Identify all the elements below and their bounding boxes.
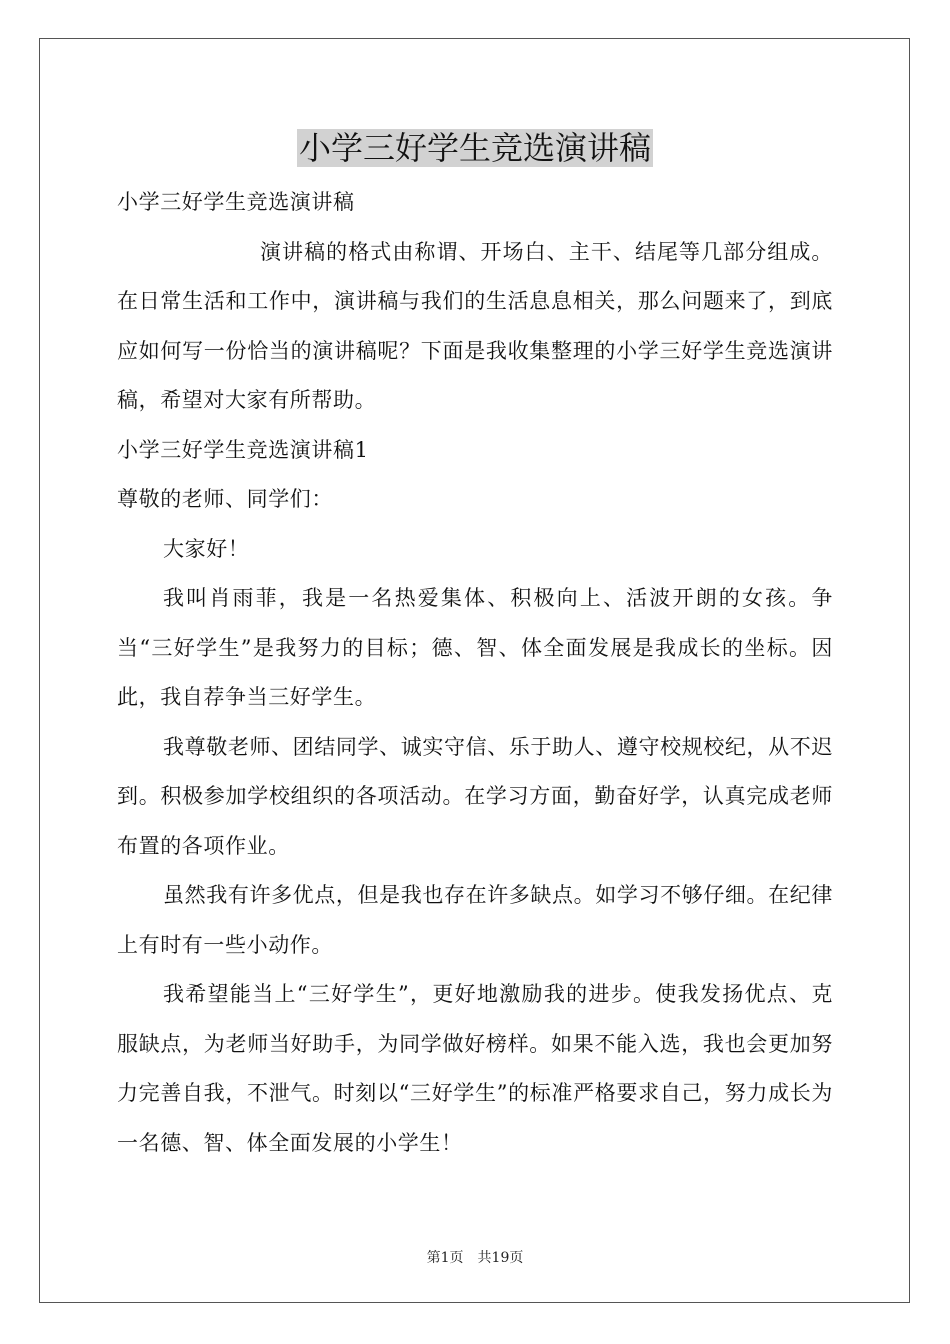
- body-paragraph: 我叫肖雨菲，我是一名热爱集体、积极向上、活波开朗的女孩。争当“三好学生”是我努力的目标；德、智、体全面发展是我成长的坐标。因此，我自荐争当三好学生。: [117, 586, 833, 709]
- body-paragraph: 我希望能当上“三好学生”，更好地激励我的进步。使我发扬优点、克服缺点，为老师当好助手，为同学做好榜样。如果不能入选，我也会更加努力完善自我，不泄气。时刻以“三好学生”的标准严格要求自己，努力成长为一名德、智、体全面发展的小学生！: [117, 982, 833, 1155]
- intro-paragraph: 演讲稿的格式由称谓、开场白、主干、结尾等几部分组成。在日常生活和工作中，演讲稿与我们的生活息息相关，那么问题来了，到底应如何写一份恰当的演讲稿呢？下面是我收集整理的小学三好学生竞选演讲稿，希望对大家有所帮助。: [117, 239, 833, 412]
- greeting-paragraph: 大家好！: [163, 536, 250, 561]
- document-body: [117, 178, 833, 1168]
- body-paragraph: 虽然我有许多优点，但是我也存在许多缺点。如学习不够仔细。在纪律上有时有一些小动作。: [117, 883, 833, 957]
- document-title: [0, 126, 950, 170]
- subtitle-paragraph: 小学三好学生竞选演讲稿: [117, 190, 355, 214]
- page-number-footer: 第1页 共19页: [426, 1250, 524, 1266]
- document-title-text: 小学三好学生竞选演讲稿: [298, 129, 651, 167]
- salutation-paragraph: 尊敬的老师、同学们：: [117, 487, 333, 511]
- body-paragraph: 我尊敬老师、团结同学、诚实守信、乐于助人、遵守校规校纪，从不迟到。积极参加学校组织的各项活动。在学习方面，勤奋好学，认真完成老师布置的各项作业。: [117, 734, 833, 858]
- section-heading: 小学三好学生竞选演讲稿1: [117, 437, 369, 462]
